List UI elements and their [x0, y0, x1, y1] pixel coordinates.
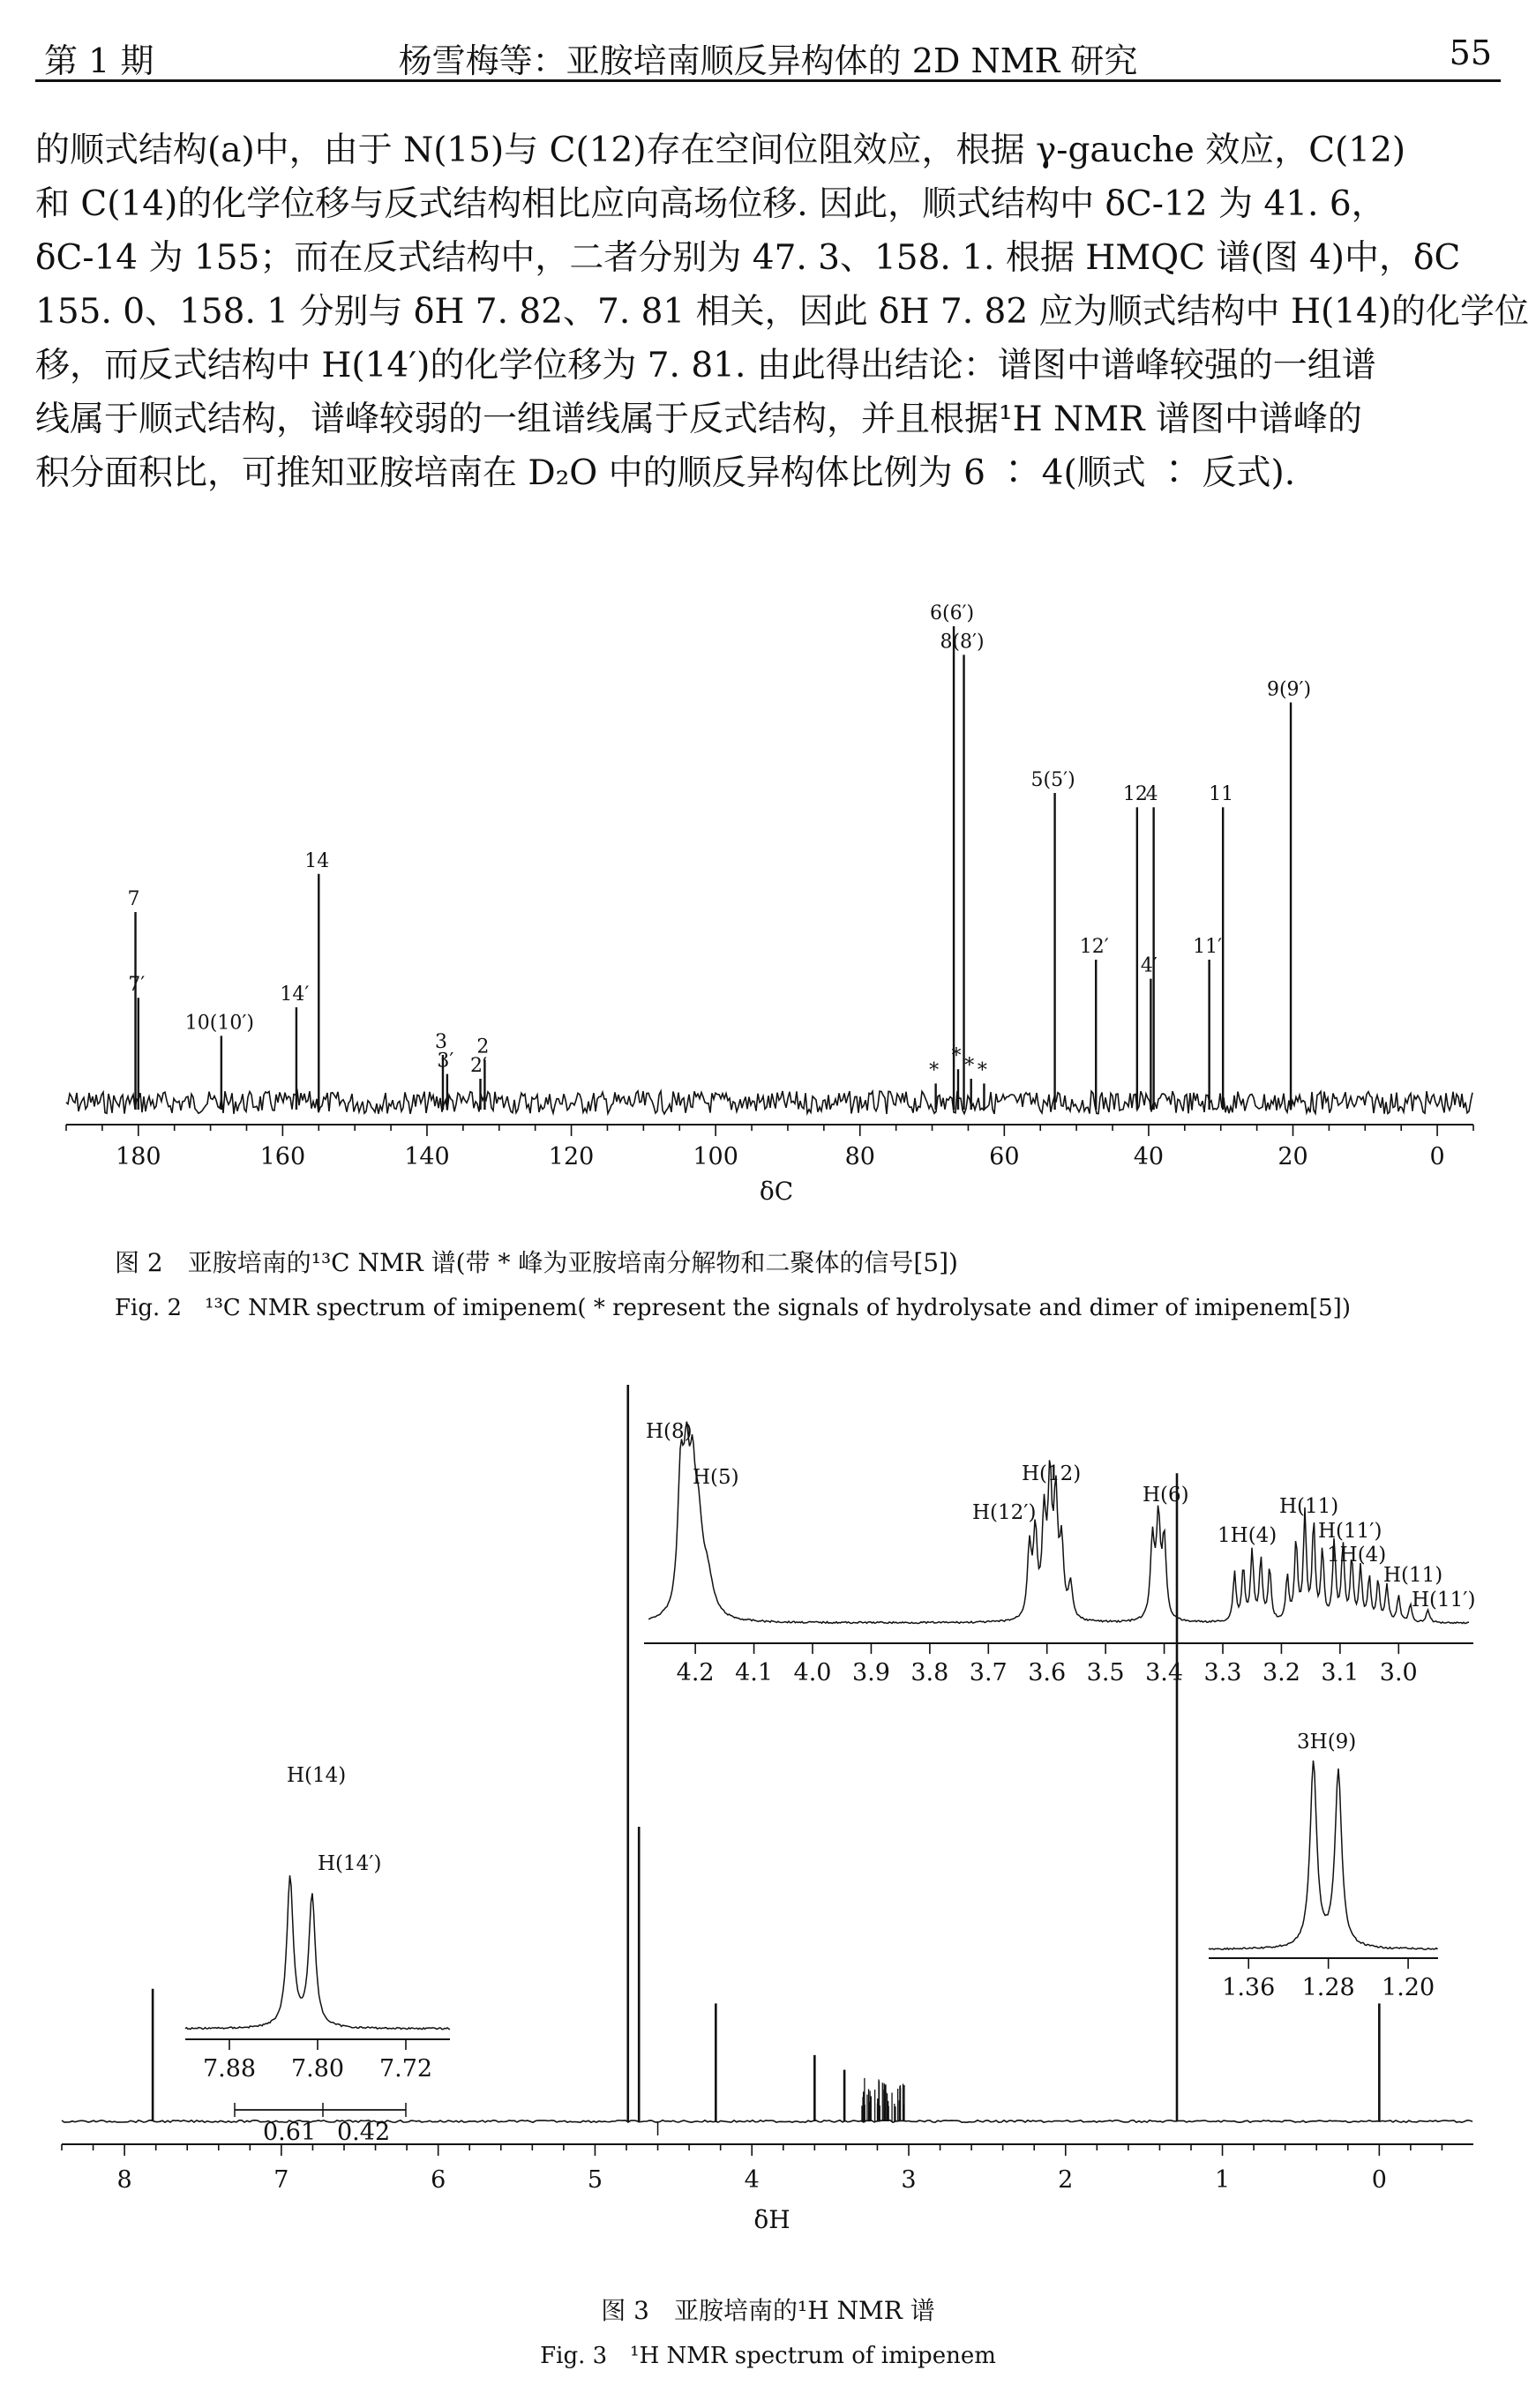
- tick-label: 3.0: [1379, 1659, 1418, 1686]
- peak-label: 12: [1122, 783, 1148, 806]
- tick-label: 3.2: [1262, 1659, 1300, 1686]
- tick-label: 3.8: [910, 1659, 949, 1686]
- inset-h14-region: [185, 1764, 450, 2146]
- body-line: 移，而反式结构中 H(14′)的化学位移为 7. 81. 由此得出结论：谱图中谱峰较强的一组谱: [35, 346, 1376, 385]
- x-axis-label: δH: [753, 2205, 790, 2234]
- figure2-caption-en: Fig. 2 ¹³C NMR spectrum of imipenem( * represent the signals of hydrolysate and dimer of imipenem[5]): [115, 1295, 1351, 1321]
- tick-label: 3.1: [1321, 1659, 1360, 1686]
- body-line: 和 C(14)的化学位移与反式结构相比应向高场位移. 因此，顺式结构中 δC-12 为 41. 6，: [35, 184, 1386, 224]
- tick-label: 60: [989, 1143, 1020, 1170]
- peak-label: 8(8′): [940, 631, 985, 654]
- peak-label: 1H(4): [1218, 1524, 1278, 1547]
- tick-label: 0: [1429, 1143, 1445, 1170]
- peak-label: 3: [434, 1031, 447, 1053]
- issue-label: 第 1 期: [44, 41, 154, 80]
- figure3-caption-cn: 图 3 亚胺培南的¹H NMR 谱: [601, 2296, 935, 2325]
- tick-label: 7.80: [290, 2055, 345, 2083]
- peak-label: H(14): [287, 1764, 347, 1787]
- peak-label: H(5): [693, 1466, 739, 1489]
- tick-label: 0: [1371, 2166, 1387, 2194]
- peak-label: 3H(9): [1297, 1731, 1357, 1754]
- tick-label: 120: [548, 1143, 595, 1170]
- peak-label: 10(10′): [184, 1012, 254, 1035]
- peak-label: H(14′): [318, 1852, 382, 1875]
- peak-label: 4′: [1140, 954, 1158, 977]
- tick-label: 3.5: [1086, 1659, 1125, 1686]
- tick-label: 7.72: [378, 2055, 433, 2083]
- peak-label: 1H(4): [1327, 1544, 1387, 1567]
- peak-label: 2: [476, 1036, 490, 1058]
- peak-label: H(8): [646, 1420, 693, 1443]
- inset-h9-region: [1209, 1731, 1438, 2001]
- tick-label: 140: [404, 1143, 450, 1170]
- inset-multiplet-region: [644, 1420, 1476, 1686]
- body-line: 线属于顺式结构，谱峰较弱的一组谱线属于反式结构，并且根据¹H NMR 谱图中谱峰的: [35, 400, 1362, 439]
- c13-nmr-spectrum: [53, 600, 1500, 1235]
- peak-label: 2′: [470, 1055, 488, 1077]
- tick-label: 20: [1278, 1143, 1308, 1170]
- integral-value: 0.61: [263, 2119, 317, 2146]
- tick-label: 2: [1058, 2166, 1074, 2194]
- peak-label: 7′: [128, 974, 146, 997]
- h1-nmr-spectrum: [53, 1376, 1500, 2267]
- peak-label: 12′: [1079, 936, 1109, 958]
- running-title: 杨雪梅等：亚胺培南顺反异构体的 2D NMR 研究: [398, 41, 1138, 80]
- body-line: 的顺式结构(a)中，由于 N(15)与 C(12)存在空间位阻效应，根据 γ-gauche 效应，C(12): [35, 131, 1406, 170]
- tick-label: 40: [1133, 1143, 1165, 1170]
- peak-label: H(11′): [1318, 1520, 1382, 1543]
- figure2-caption-cn: 图 2 亚胺培南的¹³C NMR 谱(带 * 峰为亚胺培南分解物和二聚体的信号[5]): [115, 1248, 958, 1277]
- tick-label: 6: [431, 2166, 446, 2194]
- peak-label: 9(9′): [1266, 678, 1312, 701]
- tick-label: 7.88: [202, 2055, 257, 2083]
- tick-label: 7: [273, 2166, 289, 2194]
- peak-label: 14′: [280, 983, 310, 1006]
- body-line: 155. 0、158. 1 分别与 δH 7. 82、7. 81 相关，因此 δH 7. 82 应为顺式结构中 H(14)的化学位: [35, 292, 1530, 332]
- tick-label: 4: [744, 2166, 760, 2194]
- tick-label: 100: [693, 1143, 738, 1170]
- body-line: δC-14 为 155；而在反式结构中，二者分别为 47. 3、158. 1. 根据 HMQC 谱(图 4)中，δC: [35, 238, 1461, 278]
- peak-label: 11′: [1193, 936, 1223, 958]
- peak-label: *: [951, 1045, 962, 1068]
- peak-label: 4: [1145, 783, 1158, 806]
- integral-value: 0.42: [337, 2119, 391, 2146]
- tick-label: 3.9: [851, 1659, 890, 1686]
- tick-label: 160: [259, 1143, 306, 1170]
- tick-label: 1.36: [1222, 1974, 1276, 2001]
- tick-label: 4.2: [676, 1659, 715, 1686]
- peak-label: H(6): [1143, 1484, 1189, 1507]
- tick-label: 8: [116, 2166, 132, 2194]
- tick-label: 1.28: [1301, 1974, 1355, 2001]
- tick-label: 3: [901, 2166, 917, 2194]
- peak-label: 11: [1209, 783, 1234, 806]
- tick-label: 3.7: [969, 1659, 1008, 1686]
- peak-label: *: [929, 1059, 940, 1082]
- page-number: 55: [1449, 34, 1492, 72]
- peak-label: 6(6′): [929, 602, 975, 624]
- peak-label: 5(5′): [1030, 769, 1075, 791]
- peak-label: H(12′): [972, 1501, 1037, 1524]
- peak-label: 3′: [437, 1050, 454, 1073]
- peak-label: *: [964, 1055, 975, 1077]
- tick-label: 1.20: [1382, 1974, 1435, 2001]
- body-text: [35, 123, 1530, 500]
- peak-label: 14: [304, 849, 330, 872]
- tick-label: 1: [1214, 2166, 1231, 2194]
- tick-label: 5: [587, 2166, 603, 2194]
- peak-label: H(11′): [1412, 1589, 1476, 1612]
- peak-label: 7: [127, 888, 140, 910]
- tick-label: 3.6: [1028, 1659, 1067, 1686]
- tick-label: 3.4: [1145, 1659, 1184, 1686]
- peak-label: H(11): [1279, 1495, 1339, 1518]
- body-line: 积分面积比，可推知亚胺培南在 D₂O 中的顺反异构体比例为 6 ∶ 4(顺式 ∶ 反式).: [35, 453, 1296, 493]
- tick-label: 80: [844, 1143, 875, 1170]
- tick-label: 180: [116, 1143, 161, 1170]
- tick-label: 3.3: [1203, 1659, 1242, 1686]
- peak-label: H(11): [1383, 1564, 1443, 1587]
- tick-label: 4.0: [793, 1659, 832, 1686]
- peak-label: H(12): [1022, 1462, 1082, 1485]
- running-header: [35, 26, 1501, 82]
- peak-label: *: [977, 1059, 987, 1082]
- figure3-caption-en: Fig. 3 ¹H NMR spectrum of imipenem: [540, 2343, 996, 2369]
- x-axis-label: δC: [759, 1177, 794, 1206]
- tick-label: 4.1: [735, 1659, 774, 1686]
